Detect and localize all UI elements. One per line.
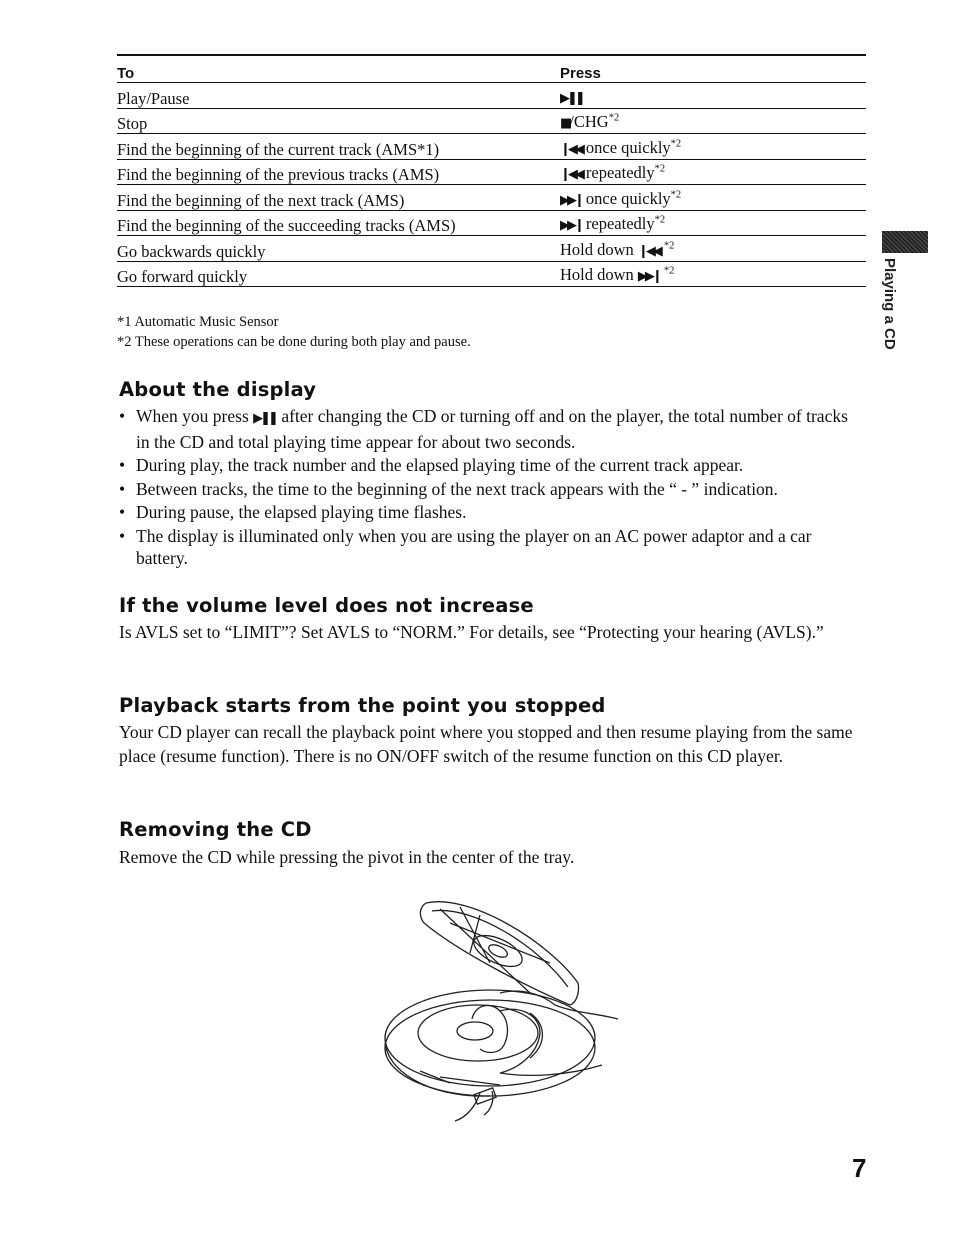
heading-volume: If the volume level does not increase <box>119 594 534 617</box>
press-text: repeatedly <box>585 163 655 182</box>
table-row <box>117 210 866 236</box>
press-cell <box>560 236 866 262</box>
list-item: • During play, the track number and the elapsed playing time of the current track appear. <box>119 454 864 477</box>
action-cell: Find the beginning of the next track (AMS) <box>117 185 560 211</box>
action-cell: Go forward quickly <box>117 261 560 287</box>
footnote-ref: *2 <box>670 138 682 149</box>
previous-track-icon: ❙◀◀ <box>637 243 660 259</box>
press-text: once quickly <box>585 188 671 208</box>
list-item: • The display is illuminated only when you are using the player on an AC power adaptor and a car battery. <box>119 525 864 570</box>
list-item: • Between tracks, the time to the beginning of the next track appears with the “ - ” indication. <box>119 478 864 501</box>
section-tab-marker <box>882 231 928 253</box>
footnote-ref: *2 <box>608 112 620 124</box>
play-pause-icon: ▶❚❚ <box>253 411 276 426</box>
footnote-mark: *1 <box>117 314 132 330</box>
press-cell <box>560 185 866 211</box>
action-cell: Find the beginning of the previous tracks (AMS) <box>117 159 560 185</box>
previous-track-icon: ❙◀◀ <box>560 167 582 182</box>
footnote-ref: *2 <box>654 214 666 226</box>
heading-about-display: About the display <box>119 378 317 401</box>
press-cell <box>560 108 866 134</box>
press-cell <box>560 134 866 160</box>
table-row <box>117 261 866 287</box>
next-track-icon: ▶▶❙ <box>560 192 582 208</box>
bullet-text: after changing the CD or turning off and on the player, the total number of tracks in the CD and total playing time appear for about two seconds. <box>136 406 848 452</box>
bullet-text: When you press <box>136 406 249 426</box>
press-text: repeatedly <box>585 214 655 233</box>
page-number: 7 <box>852 1153 867 1183</box>
footnote-text: These operations can be done during both play and pause. <box>134 334 471 350</box>
playback-body: Your CD player can recall the playback point where you stopped and then resume playing from the same place (resume function). There is no ON/OFF switch of the resume function on this CD player. <box>119 722 853 766</box>
next-track-icon: ▶▶❙ <box>637 269 660 284</box>
footnote-mark: *2 <box>117 334 132 350</box>
column-header-to: To <box>117 55 560 83</box>
volume-body: Is AVLS set to “LIMIT”? Set AVLS to “NORM.” For details, see “Protecting your hearing (AVLS).” <box>119 622 824 642</box>
heading-removing-cd: Removing the CD <box>119 818 312 841</box>
footnote-ref: *2 <box>663 265 675 277</box>
footnote-1 <box>117 312 471 332</box>
footnote-text: Automatic Music Sensor <box>134 314 279 330</box>
table-row <box>117 185 866 211</box>
heading-playback: Playback starts from the point you stopped <box>119 694 606 717</box>
table-header-row <box>117 55 866 83</box>
display-bullet-list <box>119 405 864 571</box>
press-text: /CHG <box>569 112 609 131</box>
cd-removal-illustration <box>380 893 630 1123</box>
stop-icon: ■ <box>560 116 570 131</box>
previous-track-icon: ❙◀◀ <box>560 141 582 157</box>
table-row <box>117 236 866 262</box>
action-cell: Stop <box>117 108 560 134</box>
operations-table <box>117 54 866 287</box>
footnotes <box>117 312 471 352</box>
action-cell: Find the beginning of the current track (AMS*1) <box>117 134 560 160</box>
table-row <box>117 83 866 109</box>
press-cell <box>560 261 866 287</box>
footnote-ref: *2 <box>670 189 682 200</box>
column-header-press: Press <box>560 55 866 83</box>
table-row <box>117 108 866 134</box>
list-item: • During pause, the elapsed playing time flashes. <box>119 501 864 524</box>
action-cell: Find the beginning of the succeeding tracks (AMS) <box>117 210 560 236</box>
press-text: Hold down <box>560 239 634 259</box>
table-row <box>117 159 866 185</box>
footnote-ref: *2 <box>663 240 675 251</box>
footnote-2 <box>117 332 471 352</box>
removing-body: Remove the CD while pressing the pivot in the center of the tray. <box>119 847 575 867</box>
list-item <box>119 405 864 453</box>
press-text: once quickly <box>585 137 671 157</box>
action-cell: Play/Pause <box>117 83 560 109</box>
next-track-icon: ▶▶❙ <box>560 218 582 233</box>
press-cell <box>560 159 866 185</box>
press-cell <box>560 210 866 236</box>
table-row <box>117 134 866 160</box>
action-cell: Go backwards quickly <box>117 236 560 262</box>
section-tab-label: Playing a CD <box>881 258 898 350</box>
press-text: Hold down <box>560 265 634 284</box>
footnote-ref: *2 <box>654 163 666 175</box>
play-pause-icon: ▶❚❚ <box>560 90 583 106</box>
press-cell <box>560 83 866 109</box>
